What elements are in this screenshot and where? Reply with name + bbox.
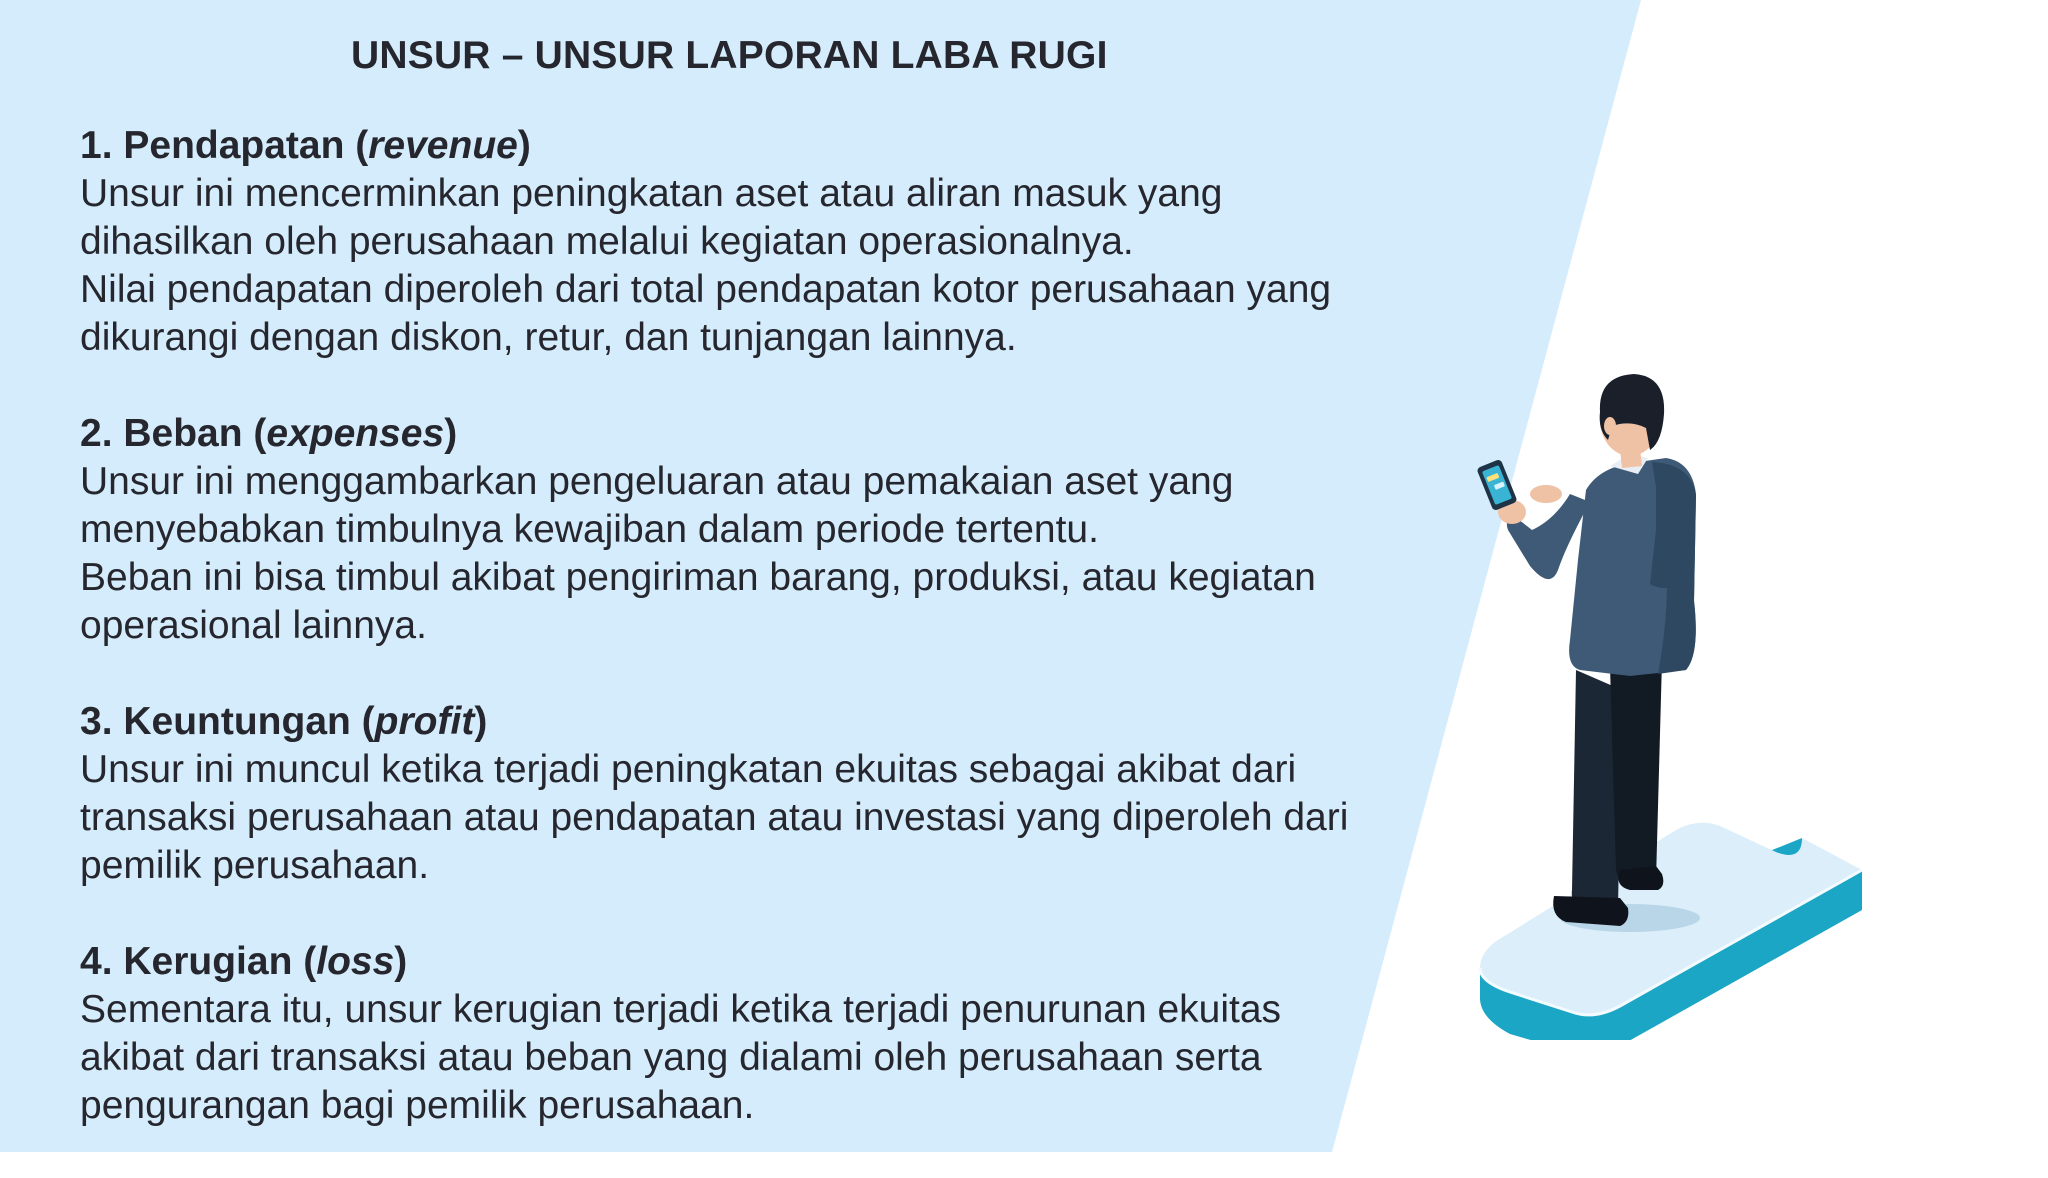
section-kerugian xyxy=(80,938,1400,1130)
section-text-line: Beban ini bisa timbul akibat pengiriman barang, produksi, atau kegiatan xyxy=(80,556,1316,599)
right-hand xyxy=(1530,485,1562,503)
section-keuntungan xyxy=(80,698,1400,890)
section-number: 3. xyxy=(80,700,124,743)
section-text-line: menyebabkan timbulnya kewajiban dalam periode tertentu. xyxy=(80,508,1099,551)
section-text-line: Unsur ini muncul ketika terjadi peningkatan ekuitas sebagai akibat dari xyxy=(80,748,1297,791)
right-leg xyxy=(1610,660,1662,882)
section-term: expenses xyxy=(266,412,445,455)
section-term: revenue xyxy=(368,124,518,167)
section-name: Beban ( xyxy=(123,412,267,455)
section-heading-close: ) xyxy=(517,124,531,167)
section-beban xyxy=(80,410,1400,650)
section-text-line: transaksi perusahaan atau pendapatan atau investasi yang diperoleh dari xyxy=(80,796,1349,839)
right-shoe xyxy=(1618,866,1663,890)
section-text-line: Nilai pendapatan diperoleh dari total pendapatan kotor perusahaan yang xyxy=(80,268,1332,311)
section-text-line: dikurangi dengan diskon, retur, dan tunjangan lainnya. xyxy=(80,316,1017,359)
businessman-with-phone-icon xyxy=(1470,370,1910,1040)
section-text-line: pemilik perusahaan. xyxy=(80,844,430,887)
section-number: 4. xyxy=(80,940,124,983)
section-heading xyxy=(80,122,1400,170)
section-text-line: Sementara itu, unsur kerugian terjadi ketika terjadi penurunan ekuitas xyxy=(80,988,1282,1031)
section-heading-close: ) xyxy=(394,940,408,983)
section-heading-close: ) xyxy=(444,412,458,455)
section-pendapatan xyxy=(80,122,1400,362)
section-heading xyxy=(80,938,1400,986)
section-heading xyxy=(80,410,1400,458)
section-name: Kerugian ( xyxy=(123,940,317,983)
section-number: 2. xyxy=(80,412,124,455)
slide-title: UNSUR – UNSUR LAPORAN LABA RUGI xyxy=(351,34,1108,77)
section-name: Keuntungan ( xyxy=(123,700,375,743)
phone-icon xyxy=(1476,459,1517,511)
section-text-line: dihasilkan oleh perusahaan melalui kegiatan operasionalnya. xyxy=(80,220,1134,263)
section-number: 1. xyxy=(80,124,124,167)
slide-content xyxy=(80,30,1400,1178)
section-term: loss xyxy=(316,940,395,983)
section-text-line: Unsur ini menggambarkan pengeluaran atau pemakaian aset yang xyxy=(80,460,1234,503)
section-name: Pendapatan ( xyxy=(123,124,369,167)
section-heading-close: ) xyxy=(474,700,488,743)
section-text-line: operasional lainnya. xyxy=(80,604,427,647)
ear xyxy=(1604,417,1616,435)
section-text-line: Unsur ini mencerminkan peningkatan aset atau aliran masuk yang xyxy=(80,172,1223,215)
section-heading xyxy=(80,698,1400,746)
section-text-line: akibat dari transaksi atau beban yang dialami oleh perusahaan serta xyxy=(80,1036,1262,1079)
section-term: profit xyxy=(374,700,475,743)
section-text-line: pengurangan bagi pemilik perusahaan. xyxy=(80,1084,755,1127)
